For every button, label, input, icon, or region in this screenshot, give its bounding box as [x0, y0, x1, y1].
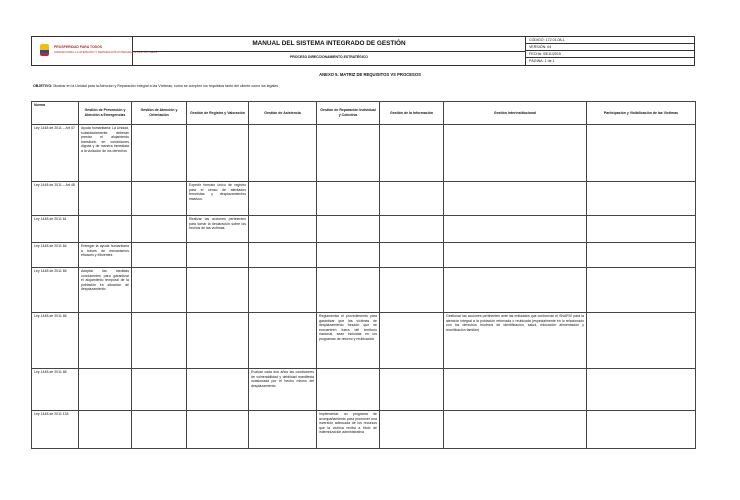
column-header: Gestión de Asistencia [249, 102, 317, 125]
norma-cell: Ley 1448 de 2011 66 [32, 313, 79, 369]
requirement-cell [587, 411, 696, 449]
requirement-cell [317, 216, 380, 243]
requirement-cell [132, 125, 187, 182]
norma-cell: Ley 1448 de 2011 134 [32, 411, 79, 449]
requirement-cell [132, 182, 187, 216]
logo-cell [32, 37, 158, 65]
requirement-cell [317, 243, 380, 268]
table-row [32, 216, 696, 243]
requirement-cell: Ayuda humanitaria: La Unidad, subsidiariamente, deberán prestar el alojamiento transitorio en condiciones dignas y de manera inmediata a la violación de los derechos [79, 125, 132, 182]
requirement-cell [249, 268, 317, 313]
requirement-cell [132, 313, 187, 369]
document-code: CÓDIGO: 172.01.08-1 [526, 37, 694, 44]
norma-cell: Ley 1448 de 2011 65 [32, 268, 79, 313]
requirements-matrix-table [31, 101, 696, 449]
table-row [32, 369, 696, 411]
document-version: VERSIÓN: 04 [526, 44, 694, 51]
table-row [32, 125, 696, 182]
process-name: PROCESO DIRECCIONAMIENTO ESTRATÉGICO [290, 55, 368, 59]
norma-cell: Ley 1448 de 2011 – Art 48 [32, 182, 79, 216]
requirement-cell [380, 125, 444, 182]
logo-text-line2: UNIDAD PARA LA ATENCIÓN Y REPARACIÓN INTEGRAL A LAS VÍCTIMAS [54, 50, 158, 54]
requirement-cell [132, 411, 187, 449]
requirement-cell: Evaluar cada dos años las condiciones de vulnerabilidad y debilidad manifiesta ocasionada por el hecho mismo del desplazamiento [249, 369, 317, 411]
objective-label: OBJETIVO: [33, 84, 53, 88]
requirement-cell [249, 216, 317, 243]
requirement-cell [380, 369, 444, 411]
requirement-cell [79, 411, 132, 449]
requirement-cell [317, 125, 380, 182]
norma-cell: Ley 1448 de 2011 – Art 47 [32, 125, 79, 182]
requirement-cell [380, 243, 444, 268]
requirement-cell [79, 182, 132, 216]
table-header-row [32, 102, 696, 125]
requirement-cell [317, 182, 380, 216]
document-title: MANUAL DEL SISTEMA INTEGRADO DE GESTIÓN [252, 40, 406, 47]
requirement-cell [380, 182, 444, 216]
requirement-cell [587, 369, 696, 411]
table-row [32, 411, 696, 449]
table-row [32, 243, 696, 268]
requirement-cell [587, 268, 696, 313]
requirement-cell: Adoptar las medidas conducentes para garantizar el alojamiento temporal de la población en situación de desplazamiento [79, 268, 132, 313]
requirement-cell [79, 313, 132, 369]
requirement-cell [444, 369, 587, 411]
colombia-flag-icon [40, 44, 49, 56]
requirement-cell [132, 268, 187, 313]
requirement-cell [187, 243, 249, 268]
objective-text: Mostrar en la Unidad para la Atención y Reparación Integral a las Víctimas, como se cumplen los requisitos tanto del cliente como los legales [53, 84, 279, 88]
requirement-cell [444, 411, 587, 449]
norma-cell: Ley 1448 de 2011 68 [32, 369, 79, 411]
requirement-cell [587, 125, 696, 182]
requirement-cell: Reglamentar el procedimiento para garantizar que las víctimas de desplazamiento forzado que se encuentren fuera del territorio nacional, sean incluidas en los programas de retorno y reubicación [317, 313, 380, 369]
requirement-cell [79, 369, 132, 411]
requirement-cell [380, 313, 444, 369]
requirement-cell [317, 268, 380, 313]
requirement-cell [587, 243, 696, 268]
table-row [32, 268, 696, 313]
column-header: Gestión de la Información [380, 102, 444, 125]
requirement-cell [380, 411, 444, 449]
requirement-cell [444, 216, 587, 243]
annex-title: ANEXO 5. MATRIZ DE REQUISITOS VS PROCESOS [319, 72, 421, 77]
requirement-cell [187, 369, 249, 411]
column-header: Gestión de Registro y Valoración [187, 102, 249, 125]
requirement-cell [444, 243, 587, 268]
requirement-cell [249, 182, 317, 216]
requirement-cell [79, 216, 132, 243]
requirement-cell [132, 243, 187, 268]
column-header: Norma [32, 102, 79, 125]
requirement-cell [132, 369, 187, 411]
table-row [32, 313, 696, 369]
requirement-cell [249, 313, 317, 369]
table-row [32, 182, 696, 216]
requirement-cell: Realizar las acciones pertinentes para tomar la declaración sobre los hechos de las víctimas. [187, 216, 249, 243]
objective [33, 84, 278, 88]
requirement-cell [132, 216, 187, 243]
document-date: FECHA: 05/11/2015 [526, 51, 694, 58]
requirement-cell: Expedir formato único de registro para el censo de atentados terroristas y desplazamientos masivos. [187, 182, 249, 216]
logo-text-line1: PROSPERIDAD PARA TODOS [54, 45, 102, 49]
requirement-cell [587, 313, 696, 369]
norma-cell: Ley 1448 de 2011 64 [32, 243, 79, 268]
column-header: Gestión Interinstitucional [444, 102, 587, 125]
norma-cell: Ley 1448 de 2011 61 [32, 216, 79, 243]
requirement-cell [187, 125, 249, 182]
requirement-cell [187, 268, 249, 313]
requirement-cell [380, 268, 444, 313]
requirement-cell: Gestionar las acciones pertinentes ante las entidades que conforman el SNARIV para la atención integral a la población retornada o reubicada (especialmente en lo relacionado con los derechos mínimos de identificación, salud, educación alimentación y reunificación familiar) [444, 313, 587, 369]
column-header: Gestión de Prevención y Atención a Emergencias [79, 102, 132, 125]
requirement-cell [249, 125, 317, 182]
requirement-cell [249, 243, 317, 268]
requirement-cell [444, 125, 587, 182]
requirement-cell [444, 182, 587, 216]
requirement-cell: Entregar la ayuda humanitaria a través de mecanismos eficaces y eficientes [79, 243, 132, 268]
document-page-number: PÁGINA: 1 de 1 [529, 59, 555, 63]
requirement-cell: Implementar un programa de acompañamiento para promover una inversión adecuada de los recursos que la víctima reciba a título de indemnización administrativa [317, 411, 380, 449]
column-header: Gestión de Atención y Orientación [132, 102, 187, 125]
requirement-cell [587, 216, 696, 243]
requirement-cell [249, 411, 317, 449]
column-header: Participación y Visibilización de las Víctimas [587, 102, 696, 125]
document-header [31, 36, 695, 66]
document-control-info [526, 37, 694, 65]
requirement-cell [380, 216, 444, 243]
requirement-cell [187, 313, 249, 369]
requirement-cell [587, 182, 696, 216]
column-header: Gestión de Reparación Individual y Colectiva [317, 102, 380, 125]
requirement-cell [444, 268, 587, 313]
header-title-cell [133, 37, 526, 65]
requirement-cell [187, 411, 249, 449]
requirement-cell [317, 369, 380, 411]
header-divider [133, 51, 525, 52]
